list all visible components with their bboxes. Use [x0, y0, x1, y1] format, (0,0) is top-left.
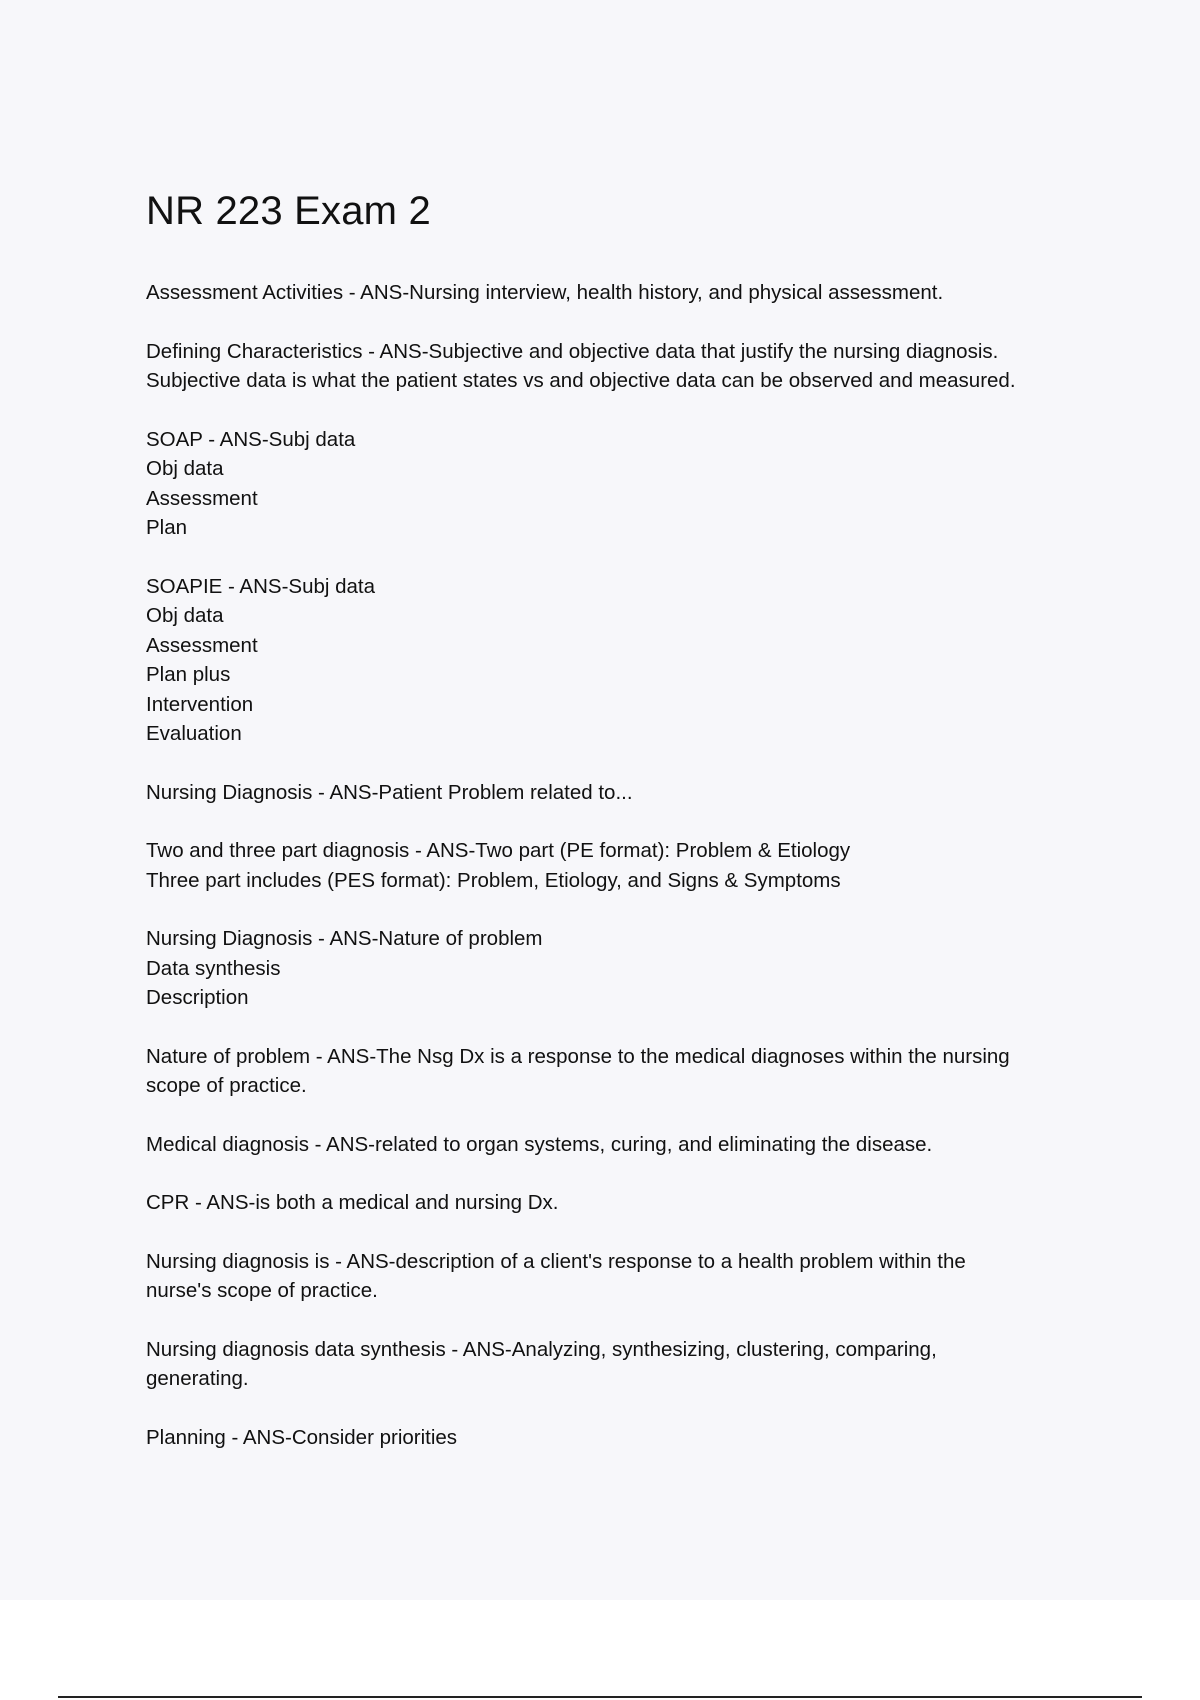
entry-line: Plan [146, 516, 188, 539]
entry-line: Nursing Diagnosis - ANS-Nature of problem [146, 927, 543, 950]
entry-block [146, 1130, 1106, 1160]
entry-line: Planning - ANS-Consider priorities [146, 1425, 458, 1449]
entry-line: Nursing diagnosis is - ANS-description of a client's response to a health problem within the [146, 1249, 966, 1273]
entry-line: SOAPIE - ANS-Subj data [146, 574, 376, 598]
entry-line: generating. [146, 1367, 249, 1390]
entry-line: nurse's scope of practice. [146, 1279, 378, 1302]
entry-block [146, 278, 1106, 308]
entry-line: Nursing Diagnosis - ANS-Patient Problem related to... [146, 780, 633, 804]
entry-block [146, 1423, 1106, 1453]
entry-block [146, 778, 1106, 808]
entry-line: Nursing diagnosis data synthesis - ANS-Analyzing, synthesizing, clustering, comparing, [146, 1337, 937, 1361]
entry-list [146, 278, 1106, 1452]
entry-block [146, 836, 1106, 895]
entry-block [146, 1188, 1106, 1218]
entry-line: Plan plus [146, 663, 231, 686]
entry-line: CPR - ANS-is both a medical and nursing Dx. [146, 1191, 559, 1214]
entry-block [146, 425, 1106, 543]
entry-line: Defining Characteristics - ANS-Subjective and objective data that justify the nursing diagnosis. [146, 339, 999, 363]
entry-line: scope of practice. [146, 1074, 307, 1097]
entry-block [146, 1247, 1106, 1306]
entry-line: SOAP - ANS-Subj data [146, 427, 356, 451]
entry-line: Subjective data is what the patient states vs and objective data can be observed and measured. [146, 369, 1016, 392]
footer-divider [58, 1696, 1142, 1698]
entry-line: Data synthesis [146, 956, 281, 980]
entry-line: Assessment [146, 633, 258, 657]
document-title: NR 223 Exam 2 [146, 189, 431, 233]
entry-block [146, 1042, 1106, 1101]
entry-line: Three part includes (PES format): Problem, Etiology, and Signs & Symptoms [146, 868, 841, 892]
entry-line: Evaluation [146, 722, 242, 745]
entry-line: Two and three part diagnosis - ANS-Two part (PE format): Problem & Etiology [146, 839, 851, 862]
entry-block [146, 337, 1106, 396]
document-content [146, 188, 1106, 1481]
entry-line: Obj data [146, 457, 224, 480]
entry-line: Nature of problem - ANS-The Nsg Dx is a response to the medical diagnoses within the nursing [146, 1044, 1010, 1068]
entry-line: Assessment [146, 486, 258, 510]
entry-line: Assessment Activities - ANS-Nursing interview, health history, and physical assessment. [146, 281, 944, 304]
entry-line: Obj data [146, 604, 224, 627]
entry-line: Intervention [146, 692, 254, 716]
entry-line: Description [146, 986, 249, 1009]
entry-block [146, 924, 1106, 1013]
entry-block [146, 572, 1106, 749]
entry-line: Medical diagnosis - ANS-related to organ systems, curing, and eliminating the disease. [146, 1132, 933, 1156]
entry-block [146, 1335, 1106, 1394]
